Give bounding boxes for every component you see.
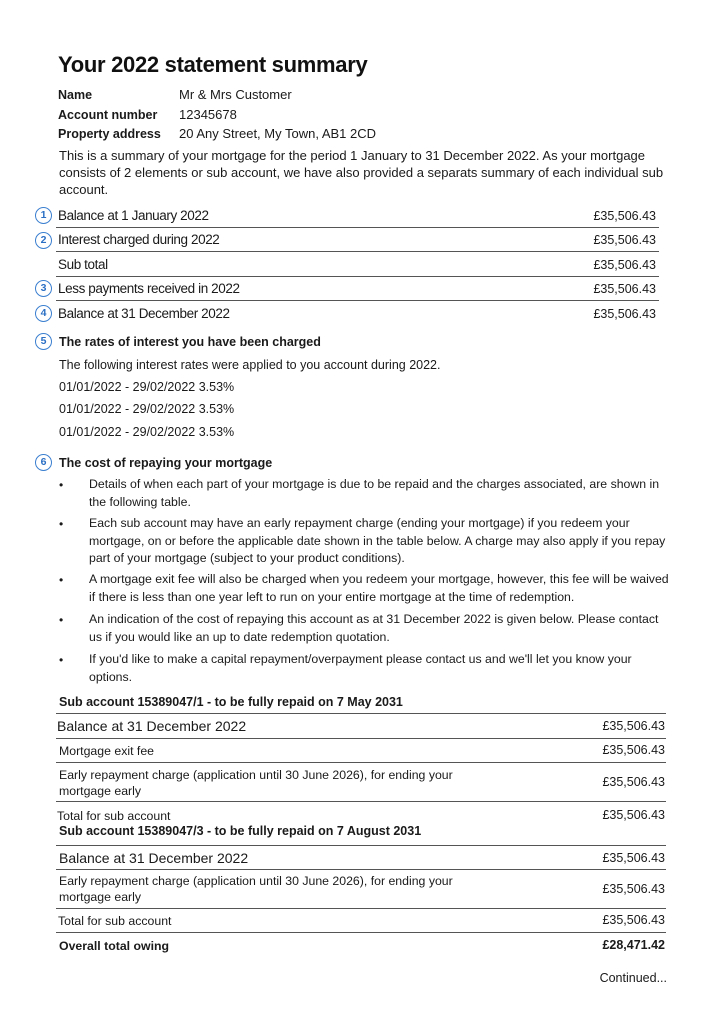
account-number-label: Account number (58, 108, 158, 122)
name-value: Mr & Mrs Customer (179, 87, 292, 102)
sub3-erc-label: Early repayment charge (application until 30 June 2026), for ending your mortgage early (59, 874, 453, 904)
bullet-item: A mortgage exit fee will also be charged when you redeem your mortgage, however, this fee will be waived if there is less than one year left to run on your entire mortgage at the time of redemption. (89, 572, 669, 604)
page-title: Your 2022 statement summary (58, 52, 368, 77)
summary-row-payments (56, 276, 659, 301)
sub-account-1-heading: Sub account 15389047/1 - to be fully repaid on 7 May 2031 (59, 695, 403, 709)
rates-intro: The following interest rates were applied to you account during 2022. (59, 358, 441, 372)
sub3-erc-value: £35,506.43 (602, 882, 665, 896)
table-divider (56, 908, 666, 909)
table-divider (56, 801, 666, 802)
summary-value: £35,506.43 (593, 307, 656, 321)
step-1-icon: 1 (35, 207, 52, 224)
step-5-icon: 5 (35, 333, 52, 350)
intro-paragraph: This is a summary of your mortgage for the period 1 January to 31 December 2022. As your mortgage consists of 2 elements or sub account, we have also provided a separats summary of each individual sub account. (59, 148, 664, 197)
step-3-icon: 3 (35, 280, 52, 297)
sub1-exit-fee-label: Mortgage exit fee (59, 744, 155, 758)
bullet-icon: • (59, 653, 64, 667)
table-divider (56, 713, 666, 714)
rate-item: 01/01/2022 - 29/02/2022 3.53% (59, 425, 235, 439)
bullet-item: An indication of the cost of repaying this account as at 31 December 2022 is given below. Please contact us if you would like an up to date redemption quotation. (89, 612, 659, 644)
sub1-total-label: Total for sub account (57, 809, 171, 823)
bullet-item: Each sub account may have an early repayment charge (ending your mortgage) if you redeem your mortgage, on or before the applicable date shown in the table below. A charge may also apply if you repay part of your mortgage (subject to your product conditions). (89, 516, 666, 565)
summary-label: Balance at 1 January 2022 (58, 208, 209, 223)
sub3-total-value: £35,506.43 (602, 913, 665, 927)
sub3-total-label: Total for sub account (58, 914, 172, 928)
summary-value: £35,506.43 (593, 282, 656, 296)
sub1-total-value: £35,506.43 (602, 808, 665, 822)
table-divider (56, 762, 666, 763)
bullet-item: Details of when each part of your mortgage is due to be repaid and the charges associated, are shown in the following table. (89, 477, 660, 509)
table-divider (56, 738, 666, 739)
step-6-icon: 6 (35, 454, 52, 471)
summary-row-balance-start (56, 203, 659, 228)
rate-item: 01/01/2022 - 29/02/2022 3.53% (59, 402, 235, 416)
property-address-label: Property address (58, 127, 161, 141)
bullet-icon: • (59, 478, 64, 492)
summary-row-subtotal (56, 252, 659, 277)
rates-heading: The rates of interest you have been charged (59, 335, 321, 349)
bullet-icon: • (59, 613, 64, 627)
bullet-icon: • (59, 517, 64, 531)
step-2-icon: 2 (35, 232, 52, 249)
summary-value: £35,506.43 (593, 258, 656, 272)
summary-label: Less payments received in 2022 (58, 281, 240, 296)
overall-total-value: £28,471.42 (602, 938, 665, 952)
property-address-value: 20 Any Street, My Town, AB1 2CD (179, 126, 377, 141)
sub3-balance-label: Balance at 31 December 2022 (59, 850, 249, 866)
sub1-balance-label: Balance at 31 December 2022 (57, 718, 247, 734)
table-divider (56, 845, 666, 846)
summary-label: Balance at 31 December 2022 (58, 306, 230, 321)
sub1-exit-fee-value: £35,506.43 (602, 743, 665, 757)
sub1-balance-value: £35,506.43 (602, 719, 665, 733)
summary-row-balance-end (56, 301, 659, 325)
sub3-balance-value: £35,506.43 (602, 851, 665, 865)
bullet-item: If you'd like to make a capital repayment/overpayment please contact us and we'll let you know your options. (89, 652, 632, 684)
continued-note: Continued... (599, 971, 667, 985)
summary-row-interest (56, 227, 659, 252)
summary-value: £35,506.43 (593, 233, 656, 247)
summary-value: £35,506.43 (593, 209, 656, 223)
step-4-icon: 4 (35, 305, 52, 322)
table-divider (56, 932, 666, 933)
account-number-value: 12345678 (179, 107, 237, 122)
bullet-icon: • (59, 573, 64, 587)
table-divider (56, 869, 666, 870)
rate-item: 01/01/2022 - 29/02/2022 3.53% (59, 380, 235, 394)
summary-label: Sub total (58, 257, 108, 272)
overall-total-label: Overall total owing (59, 939, 170, 953)
sub1-erc-value: £35,506.43 (602, 775, 665, 789)
sub1-erc-label: Early repayment charge (application until 30 June 2026), for ending your mortgage early (59, 768, 453, 798)
name-label: Name (58, 88, 93, 102)
repaying-heading: The cost of repaying your mortgage (59, 456, 273, 470)
summary-label: Interest charged during 2022 (58, 232, 220, 247)
sub-account-3-heading: Sub account 15389047/3 - to be fully repaid on 7 August 2031 (59, 824, 422, 838)
